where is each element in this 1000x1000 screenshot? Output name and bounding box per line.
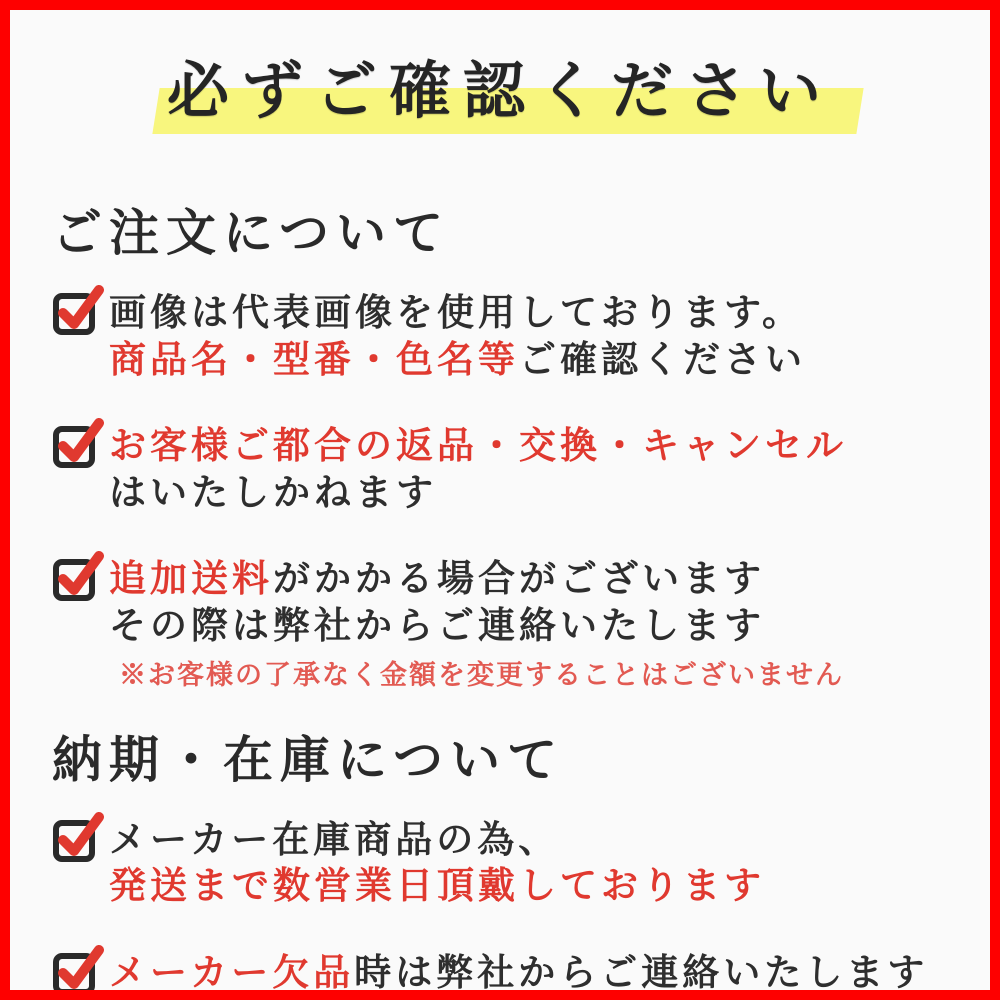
- checkbox-checked-icon: [52, 415, 104, 469]
- list-item-representative-image: [52, 289, 960, 382]
- list-item-returns: [52, 422, 960, 515]
- checkbox-checked-icon: [52, 282, 104, 336]
- item-text-red: 追加送料: [109, 556, 273, 601]
- item-line: [109, 469, 847, 516]
- item-line: [109, 555, 844, 602]
- notice-content: [10, 200, 990, 996]
- item-text-red: メーカー欠品: [109, 949, 355, 994]
- checkbox-checked-icon: [52, 809, 104, 863]
- item-line: [109, 862, 765, 909]
- list-item-maker-stock: [52, 816, 960, 909]
- section-heading-delivery: 納期・在庫について: [52, 729, 564, 789]
- item-text-black: 時は弊社からご連絡いたします: [354, 949, 929, 994]
- item-text-red: 商品名・型番・色名等: [109, 336, 519, 381]
- item-line: [109, 422, 847, 469]
- page-title: 必ずご確認ください: [166, 54, 833, 127]
- checkbox-checked-icon: [52, 548, 104, 602]
- item-text-black: ご確認ください: [519, 336, 806, 381]
- item-text-black: がかかる場合がございます: [273, 556, 765, 601]
- checkbox-checked-icon: [52, 942, 104, 996]
- item-line: [109, 336, 806, 383]
- item-text-black: その際は弊社からご連絡いたします: [109, 603, 765, 648]
- item-note-red: ※お客様の了承なく金額を変更することはございません: [119, 659, 844, 691]
- item-line: [109, 602, 844, 649]
- item-line: [109, 289, 806, 336]
- list-item-maker-shortage: [52, 949, 960, 996]
- item-text-black: 画像は代表画像を使用しております。: [109, 290, 804, 334]
- list-item-extra-shipping: [52, 555, 960, 692]
- item-line: [109, 949, 928, 996]
- title-block: [10, 10, 990, 156]
- item-text-red: お客様ご都合の返品・交換・キャンセル: [109, 423, 847, 468]
- item-text-black: はいたしかねます: [109, 469, 437, 514]
- item-text-red: 発送まで数営業日頂戴しております: [109, 863, 765, 908]
- section-heading-orders: ご注文について: [52, 203, 450, 262]
- item-line: [109, 816, 765, 863]
- item-text-black: メーカー在庫商品の為、: [109, 816, 560, 861]
